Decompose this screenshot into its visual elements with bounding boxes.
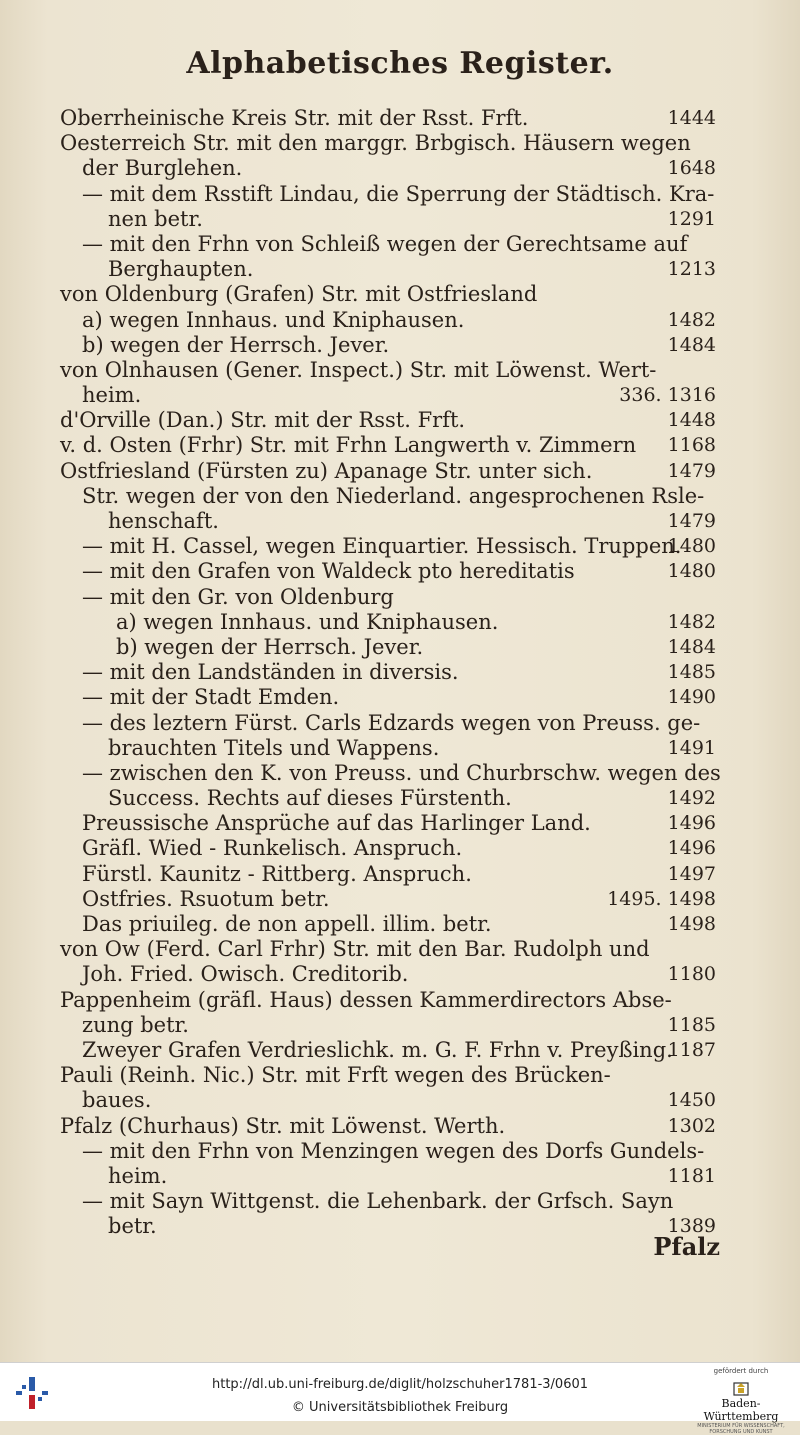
entry-page-number: 1389 [667,1215,716,1238]
entry-text: Pfalz (Churhaus) Str. mit Löwenst. Werth. [60,1113,506,1138]
entry-text: — des leztern Fürst. Carls Edzards wegen von Preuss. ge- [82,710,701,735]
entry-text: — mit den Gr. von Oldenburg [82,584,394,609]
entry-text: Oberrheinische Kreis Str. mit der Rsst. Frft. [60,106,529,130]
permalink-url[interactable]: http://dl.ub.uni-freiburg.de/diglit/holzschuher1781-3/0601 [211,1377,589,1392]
entry-text: Preussische Ansprüche auf das Harlinger Land. [82,811,591,836]
entry-text: — zwischen den K. von Preuss. und Churbrschw. wegen des [82,760,721,785]
register-entry [0,156,800,181]
register-entry [0,559,800,584]
entry-page-number: 1479 [667,510,716,532]
entry-text: Fürstl. Kaunitz - Rittberg. Anspruch. [82,861,472,886]
entry-text: Pauli (Reinh. Nic.) Str. mit Frft wegen des Brücken- [60,1063,611,1088]
entry-page-number: 1497 [667,862,716,885]
register-entry [0,887,800,912]
entry-page-number: 1185 [667,1013,716,1036]
copyright-notice: © Universitätsbibliothek Freiburg [291,1400,509,1415]
register-entry [0,811,800,836]
entry-text: Joh. Fried. Owisch. Creditorib. [82,962,409,987]
register-entry [0,1189,800,1214]
entry-text: Zweyer Grafen Verdrieslichk. m. G. F. Frhn v. Preyßing. [82,1037,673,1062]
entry-page-number: 1180 [667,963,716,986]
entry-page-number: 1302 [667,1114,716,1137]
entry-text: nen betr. [108,206,203,231]
entry-text: b) wegen der Herrsch. Jever. [116,634,424,659]
entry-page-number: 1450 [667,1089,716,1112]
entry-text: v. d. Osten (Frhr) Str. mit Frhn Langwerth v. Zimmern [60,433,637,458]
register-entry [0,736,800,761]
entry-text: brauchten Titels und Wappens. [108,735,440,760]
entry-text: a) wegen Innhaus. und Kniphausen. [82,307,465,332]
register-entry [0,509,800,534]
entry-page-number: 336. 1316 [619,384,716,407]
register-entry [0,1013,800,1038]
entry-page-number: 1496 [667,837,716,860]
register-entry [0,962,800,987]
entry-page-number: 1484 [667,333,716,356]
entry-page-number: 1491 [667,736,716,759]
register-entry [0,836,800,861]
sponsor-name: Baden-Württemberg [703,1397,779,1423]
entry-page-number: 1482 [667,308,716,331]
entry-page-number: 1482 [667,610,716,633]
entry-text: — mit Sayn Wittgenst. die Lehenbark. der Grfsch. Sayn [82,1189,674,1214]
entry-text: Str. wegen der von den Niederland. angesprochenen Rsle- [82,483,705,508]
register-entry [0,711,800,736]
entry-page-number: 1168 [667,434,716,457]
entry-text: — mit der Stadt Emden. [82,685,340,710]
entry-text: Das priuileg. de non appell. illim. betr. [82,912,492,936]
entry-page-number: 1213 [667,258,716,281]
sponsor-logo [696,1367,786,1435]
entry-page-number: 1448 [667,409,716,432]
entry-page-number: 1444 [667,107,716,129]
register-entry [0,459,800,484]
register-entry [0,131,800,156]
register-entry [0,257,800,282]
entry-text: von Olnhausen (Gener. Inspect.) Str. mit Löwenst. Wert- [60,357,657,382]
register-entry [0,1038,800,1063]
register-entry [0,610,800,635]
register-entry [0,182,800,207]
entry-page-number: 1479 [667,459,716,482]
entry-page-number: 1648 [667,157,716,180]
entry-text: betr. [108,1214,157,1239]
register-entry [0,106,800,131]
entry-text: der Burglehen. [82,156,243,181]
register-entry [0,484,800,509]
register-entry [0,786,800,811]
entry-page-number: 1490 [667,686,716,709]
register-entry [0,207,800,232]
crest-icon [730,1379,752,1397]
entry-text: heim. [108,1163,168,1188]
register-entry [0,685,800,710]
sponsor-caption: gefördert durch [713,1367,769,1375]
register-entry [0,333,800,358]
entry-text: — mit den Frhn von Menzingen wegen des Dorfs Gundels- [82,1138,705,1163]
entry-page-number: 1492 [667,787,716,810]
register-entry [0,761,800,786]
entry-text: zung betr. [82,1012,189,1037]
register-entry [0,912,800,937]
entry-text: henschaft. [108,509,219,533]
entry-text: von Ow (Ferd. Carl Frhr) Str. mit den Bar. Rudolph und [60,937,650,962]
sponsor-subtitle: MINISTERIUM FÜR WISSENSCHAFT, FORSCHUNG UND KUNST [697,1423,785,1435]
entry-text: Gräfl. Wied - Runkelisch. Anspruch. [82,836,463,861]
catchword: Pfalz [653,1232,720,1261]
entry-text: — mit den Landständen in diversis. [82,660,459,685]
entry-page-number: 1187 [667,1038,716,1061]
entry-page-number: 1495. 1498 [607,887,716,910]
register-entry [0,988,800,1013]
entry-text: Pappenheim (gräfl. Haus) dessen Kammerdirectors Abse- [60,987,672,1012]
register-entry [0,383,800,408]
register-entry [0,534,800,559]
entry-text: d'Orville (Dan.) Str. mit der Rsst. Frft. [60,408,466,433]
entry-page-number: 1496 [667,812,716,835]
entry-text: heim. [82,383,142,408]
entry-text: b) wegen der Herrsch. Jever. [82,332,390,357]
register-entry [0,358,800,383]
register-entry [0,1164,800,1189]
entry-text: a) wegen Innhaus. und Kniphausen. [116,609,499,634]
entry-page-number: 1498 [667,913,716,935]
viewer-footer [0,1362,800,1435]
entry-page-number: 1485 [667,661,716,684]
register-entries [0,106,800,1239]
entry-text: — mit H. Cassel, wegen Einquartier. Hessisch. Truppen. [82,534,682,559]
entry-page-number: 1480 [667,535,716,558]
page-title: Alphabetisches Register. [186,46,614,81]
entry-text: — mit den Frhn von Schleiß wegen der Gerechtsame auf [82,231,688,256]
register-entry [0,408,800,433]
entry-text: — mit dem Rsstift Lindau, die Sperrung der Städtisch. Kra- [82,181,715,206]
register-entry [0,232,800,257]
entry-text: von Oldenburg (Grafen) Str. mit Ostfriesland [60,282,538,307]
register-entry [0,1114,800,1139]
register-entry [0,585,800,610]
register-entry [0,282,800,307]
register-entry [0,1063,800,1088]
entry-page-number: 1484 [667,635,716,658]
register-entry [0,937,800,962]
entry-text: — mit den Grafen von Waldeck pto hereditatis [82,559,575,584]
entry-text: baues. [82,1088,152,1113]
entry-text: Oesterreich Str. mit den marggr. Brbgisch. Häusern wegen [60,131,691,156]
register-entry [0,1088,800,1113]
entry-text: Success. Rechts auf dieses Fürstenth. [108,786,512,811]
entry-page-number: 1181 [667,1164,716,1187]
entry-text: Ostfriesland (Fürsten zu) Apanage Str. unter sich. [60,458,593,483]
register-entry [0,660,800,685]
entry-page-number: 1291 [667,207,716,230]
register-entry [0,433,800,458]
entry-text: Berghaupten. [108,257,254,282]
register-entry [0,308,800,333]
register-entry [0,635,800,660]
entry-page-number: 1480 [667,560,716,583]
entry-text: Ostfries. Rsuotum betr. [82,886,330,911]
register-entry [0,1139,800,1164]
register-entry [0,862,800,887]
